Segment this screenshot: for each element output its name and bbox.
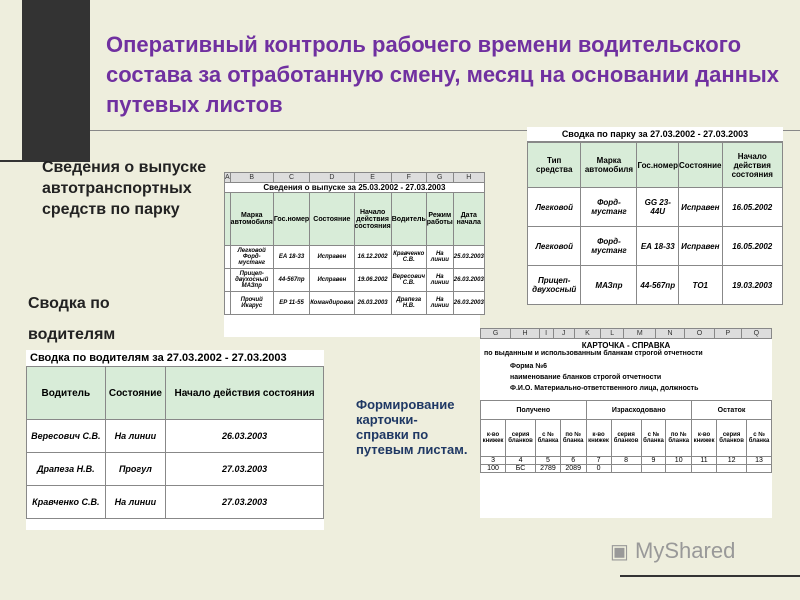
table-row — [225, 269, 485, 292]
table-row — [27, 453, 324, 486]
kart-fio: Ф.И.О. Материально-ответственного лица, должность — [510, 385, 699, 392]
column-letter: J — [553, 329, 574, 339]
kart-subheader: к-во книжек — [586, 420, 611, 457]
kart-value — [611, 465, 641, 473]
column-letter: K — [574, 329, 601, 339]
kart-value — [747, 465, 772, 473]
kart-num: 13 — [747, 457, 772, 465]
kart-subheader: с № бланка — [747, 420, 772, 457]
table-row — [27, 420, 324, 453]
vypusk-cell: Исправен — [310, 246, 354, 269]
voditeli-header: Состояние — [105, 367, 166, 420]
park-cell: 44-567пр — [637, 266, 679, 305]
column-letter: F — [391, 173, 426, 183]
kartochka-sheet — [480, 328, 772, 518]
park-cell: Легковой — [528, 227, 581, 266]
vypusk-cell: 26.03.2003 — [453, 269, 484, 292]
column-letter: G — [481, 329, 511, 339]
column-letter: H — [511, 329, 539, 339]
park-cell: Форд-мустанг — [581, 227, 637, 266]
park-cell: Исправен — [679, 188, 722, 227]
park-header: Гос.номер — [637, 143, 679, 188]
vypusk-sheet — [224, 172, 484, 337]
kart-num: 6 — [560, 457, 586, 465]
kart-value: 100 — [481, 465, 506, 473]
kart-group: Израсходовано — [586, 401, 692, 420]
column-letter: E — [354, 173, 391, 183]
vypusk-caption: Сведения о выпуске за 25.03.2002 - 27.03.2003 — [225, 183, 485, 193]
kart-group: Остаток — [692, 401, 772, 420]
column-letter: M — [624, 329, 656, 339]
kart-group: Получено — [481, 401, 587, 420]
watermark — [610, 538, 735, 564]
voditeli-caption: Сводка по водителям за 27.03.2002 - 27.03.2003 — [30, 352, 287, 364]
vypusk-cell: 26.03.2003 — [453, 292, 484, 315]
table-row — [225, 246, 485, 269]
vypusk-cell: Легковой Форд-мустанг — [230, 246, 273, 269]
kart-num: 8 — [611, 457, 641, 465]
kart-blank: наименование бланков строгой отчетности — [510, 374, 662, 381]
park-header: Состояние — [679, 143, 722, 188]
park-cell: МАЗпр — [581, 266, 637, 305]
park-header: Начало действия состояния — [722, 143, 783, 188]
label-vypusk: Сведения о выпуске автотранспортных средств по парку — [42, 159, 207, 218]
kart-value — [692, 465, 717, 473]
vypusk-cell: Исправен — [310, 269, 354, 292]
kart-value — [666, 465, 692, 473]
kart-subheader: к-во книжек — [481, 420, 506, 457]
table-row — [528, 188, 783, 227]
voditeli-header: Водитель — [27, 367, 106, 420]
vypusk-cell: ЕР 11-55 — [273, 292, 309, 315]
column-letter: O — [684, 329, 714, 339]
vypusk-cell: 44-567пр — [273, 269, 309, 292]
park-cell: ЕА 18-33 — [637, 227, 679, 266]
column-letter: G — [426, 173, 453, 183]
vypusk-cell: 26.03.2003 — [354, 292, 391, 315]
vypusk-cell: На линии — [426, 246, 453, 269]
park-cell: Форд-мустанг — [581, 188, 637, 227]
kart-num: 4 — [506, 457, 536, 465]
watermark-icon: ▣ — [610, 541, 629, 563]
vypusk-header: Режим работы — [426, 193, 453, 246]
park-cell: 16.05.2002 — [722, 188, 783, 227]
vypusk-cell: 25.03.2003 — [453, 246, 484, 269]
voditeli-cell: Кравченко С.В. — [27, 486, 106, 519]
kart-num: 11 — [692, 457, 717, 465]
kart-num: 9 — [641, 457, 666, 465]
kart-subheader: по № бланка — [666, 420, 692, 457]
label-voditeli: Сводка по водителям — [28, 295, 116, 343]
vypusk-cell: Драпеза Н.В. — [391, 292, 426, 315]
kart-value: 0 — [586, 465, 611, 473]
table-row — [528, 266, 783, 305]
park-cell: GG 23-44U — [637, 188, 679, 227]
column-letter: A — [225, 174, 230, 181]
kart-subheader: серия бланков — [611, 420, 641, 457]
column-letter: B — [230, 173, 273, 183]
table-row — [225, 292, 485, 315]
park-header: Марка автомобиля — [581, 143, 637, 188]
voditeli-cell: 27.03.2003 — [166, 453, 324, 486]
vypusk-cell: Командировка — [310, 292, 354, 315]
park-caption: Сводка по парку за 27.03.2002 - 27.03.2003 — [527, 127, 783, 142]
column-letter: L — [601, 329, 624, 339]
kart-value: БС — [506, 465, 536, 473]
footer-divider — [620, 575, 800, 577]
kart-subheader: с № бланка — [641, 420, 666, 457]
vypusk-cell: 16.12.2002 — [354, 246, 391, 269]
park-cell: Легковой — [528, 188, 581, 227]
vypusk-cell: Кравченко С.В. — [391, 246, 426, 269]
watermark-text: MyShared — [635, 538, 736, 563]
voditeli-cell: Прогул — [105, 453, 166, 486]
kart-sub: по выданным и использованным бланкам строгой отчетности — [484, 350, 703, 357]
kart-subheader: к-во книжек — [692, 420, 717, 457]
label-kartochka: Формирование карточки-справки по путевым листам. — [356, 397, 468, 457]
voditeli-cell: Драпеза Н.В. — [27, 453, 106, 486]
kart-num: 3 — [481, 457, 506, 465]
vypusk-header: Марка автомобиля — [230, 193, 273, 246]
vypusk-header: Дата начала — [453, 193, 484, 246]
vypusk-cell: На линии — [426, 292, 453, 315]
park-cell: ТО1 — [679, 266, 722, 305]
vypusk-cell: Вересович С.В. — [391, 269, 426, 292]
column-letter: I — [539, 329, 553, 339]
kart-num: 10 — [666, 457, 692, 465]
voditeli-cell: На линии — [105, 420, 166, 453]
voditeli-table — [26, 350, 324, 530]
park-cell: 16.05.2002 — [722, 227, 783, 266]
park-cell: Исправен — [679, 227, 722, 266]
voditeli-cell: Вересович С.В. — [27, 420, 106, 453]
voditeli-cell: 26.03.2003 — [166, 420, 324, 453]
vypusk-cell: Прицеп-двухосный МАЗпр — [230, 269, 273, 292]
vypusk-header: Состояние — [310, 193, 354, 246]
kart-num: 12 — [717, 457, 747, 465]
column-letter: D — [310, 173, 354, 183]
kart-value: 2089 — [560, 465, 586, 473]
page-title: Оперативный контроль рабочего времени водительского состава за отработанную смену, месяц на основании данных путевых листов — [106, 32, 779, 117]
voditeli-cell: 27.03.2003 — [166, 486, 324, 519]
voditeli-cell: На линии — [105, 486, 166, 519]
kart-subheader: с № бланка — [536, 420, 561, 457]
kart-value — [717, 465, 747, 473]
kart-value: 2789 — [536, 465, 561, 473]
vypusk-cell: 19.06.2002 — [354, 269, 391, 292]
kart-form: Форма №6 — [510, 363, 548, 370]
vypusk-header: Начало действия состояния — [354, 193, 391, 246]
park-summary-table — [527, 127, 783, 297]
column-letter: P — [715, 329, 742, 339]
kart-num: 5 — [536, 457, 561, 465]
table-row — [27, 486, 324, 519]
voditeli-header: Начало действия состояния — [166, 367, 324, 420]
column-letter: Q — [741, 329, 771, 339]
corner-block — [22, 0, 90, 160]
vypusk-header: Водитель — [391, 193, 426, 246]
column-letter: H — [453, 173, 484, 183]
kart-subheader: серия бланков — [506, 420, 536, 457]
vypusk-cell: На линии — [426, 269, 453, 292]
column-letter: N — [656, 329, 684, 339]
kart-num: 7 — [586, 457, 611, 465]
park-cell: 19.03.2003 — [722, 266, 783, 305]
table-row — [528, 227, 783, 266]
kart-subheader: по № бланка — [560, 420, 586, 457]
vypusk-cell: Прочий Икарус — [230, 292, 273, 315]
kart-subheader: серия бланков — [717, 420, 747, 457]
kart-title: КАРТОЧКА - СПРАВКА — [581, 341, 671, 350]
park-cell: Прицеп-двухосный — [528, 266, 581, 305]
column-letter: C — [273, 173, 309, 183]
park-header: Тип средства — [528, 143, 581, 188]
vypusk-header: Гос.номер — [273, 193, 309, 246]
kart-value — [641, 465, 666, 473]
vypusk-cell: ЕА 18-33 — [273, 246, 309, 269]
